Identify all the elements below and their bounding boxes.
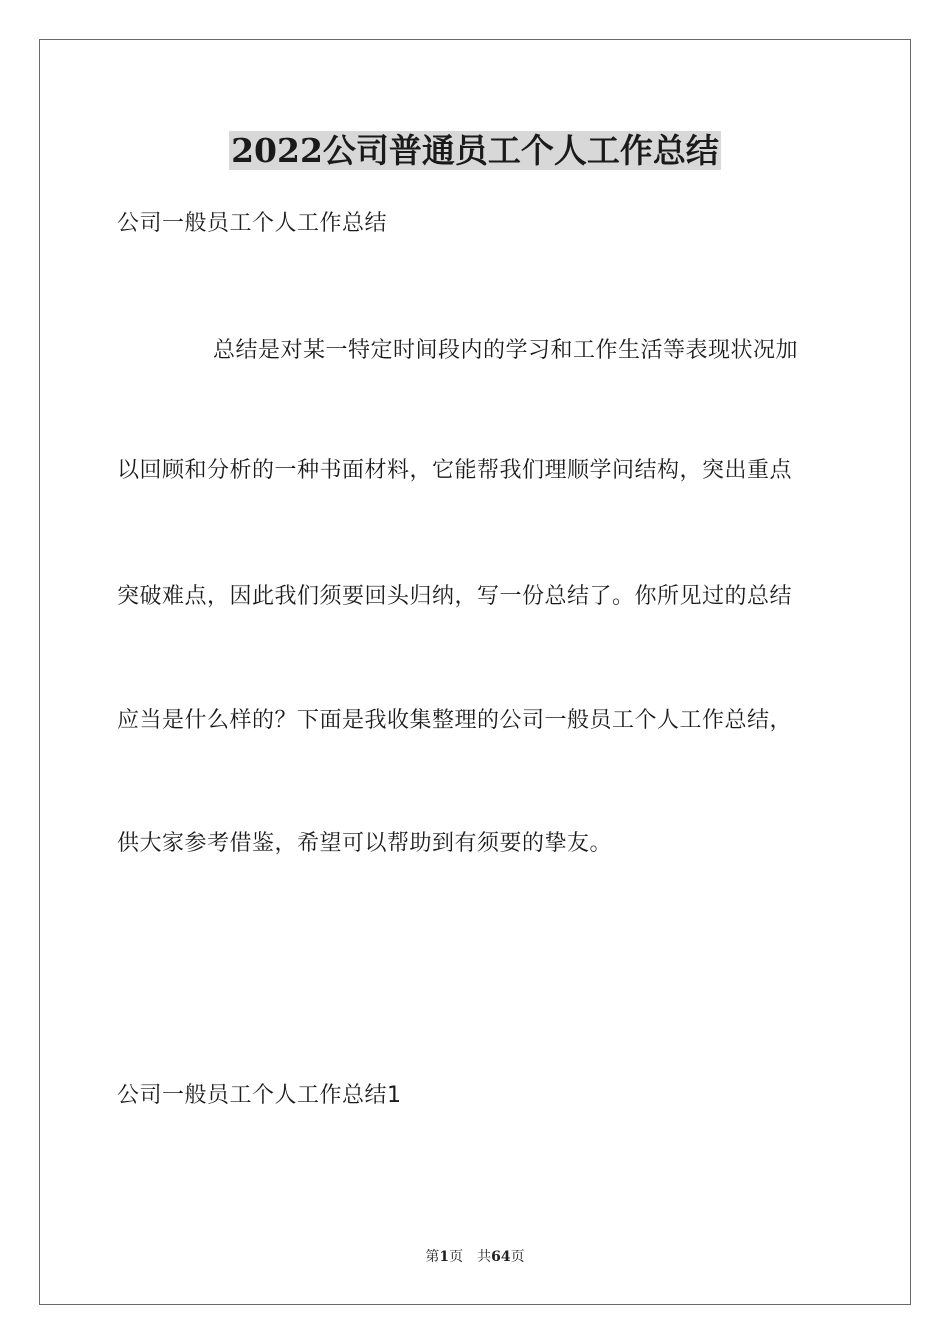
- document-title-text: 2022公司普通员工个人工作总结: [231, 131, 719, 170]
- section-heading: 公司一般员工个人工作总结1: [117, 1083, 402, 1108]
- intro-line-3: 突破难点，因此我们须要回头归纳，写一份总结了。你所见过的总结: [117, 584, 793, 609]
- document-title: [0, 128, 950, 174]
- footer-total-suffix: 页: [510, 1249, 525, 1265]
- footer-page-prefix: 第: [425, 1249, 440, 1265]
- document-subtitle: 公司一般员工个人工作总结: [117, 211, 388, 236]
- intro-line-4: 应当是什么样的？下面是我收集整理的公司一般员工个人工作总结，: [117, 708, 793, 733]
- footer-page-suffix: 页: [449, 1249, 464, 1265]
- page-footer: [0, 1247, 950, 1267]
- intro-line-2: 以回顾和分析的一种书面材料，它能帮我们理顺学问结构，突出重点: [117, 458, 793, 483]
- footer-total-prefix: 共: [477, 1249, 492, 1265]
- footer-page-current: 1: [439, 1249, 450, 1265]
- intro-line-1: 总结是对某一特定时间段内的学习和工作生活等表现状况加: [213, 338, 799, 363]
- intro-line-5: 供大家参考借鉴，希望可以帮助到有须要的挚友。: [117, 831, 613, 856]
- footer-page-total: 64: [491, 1249, 511, 1265]
